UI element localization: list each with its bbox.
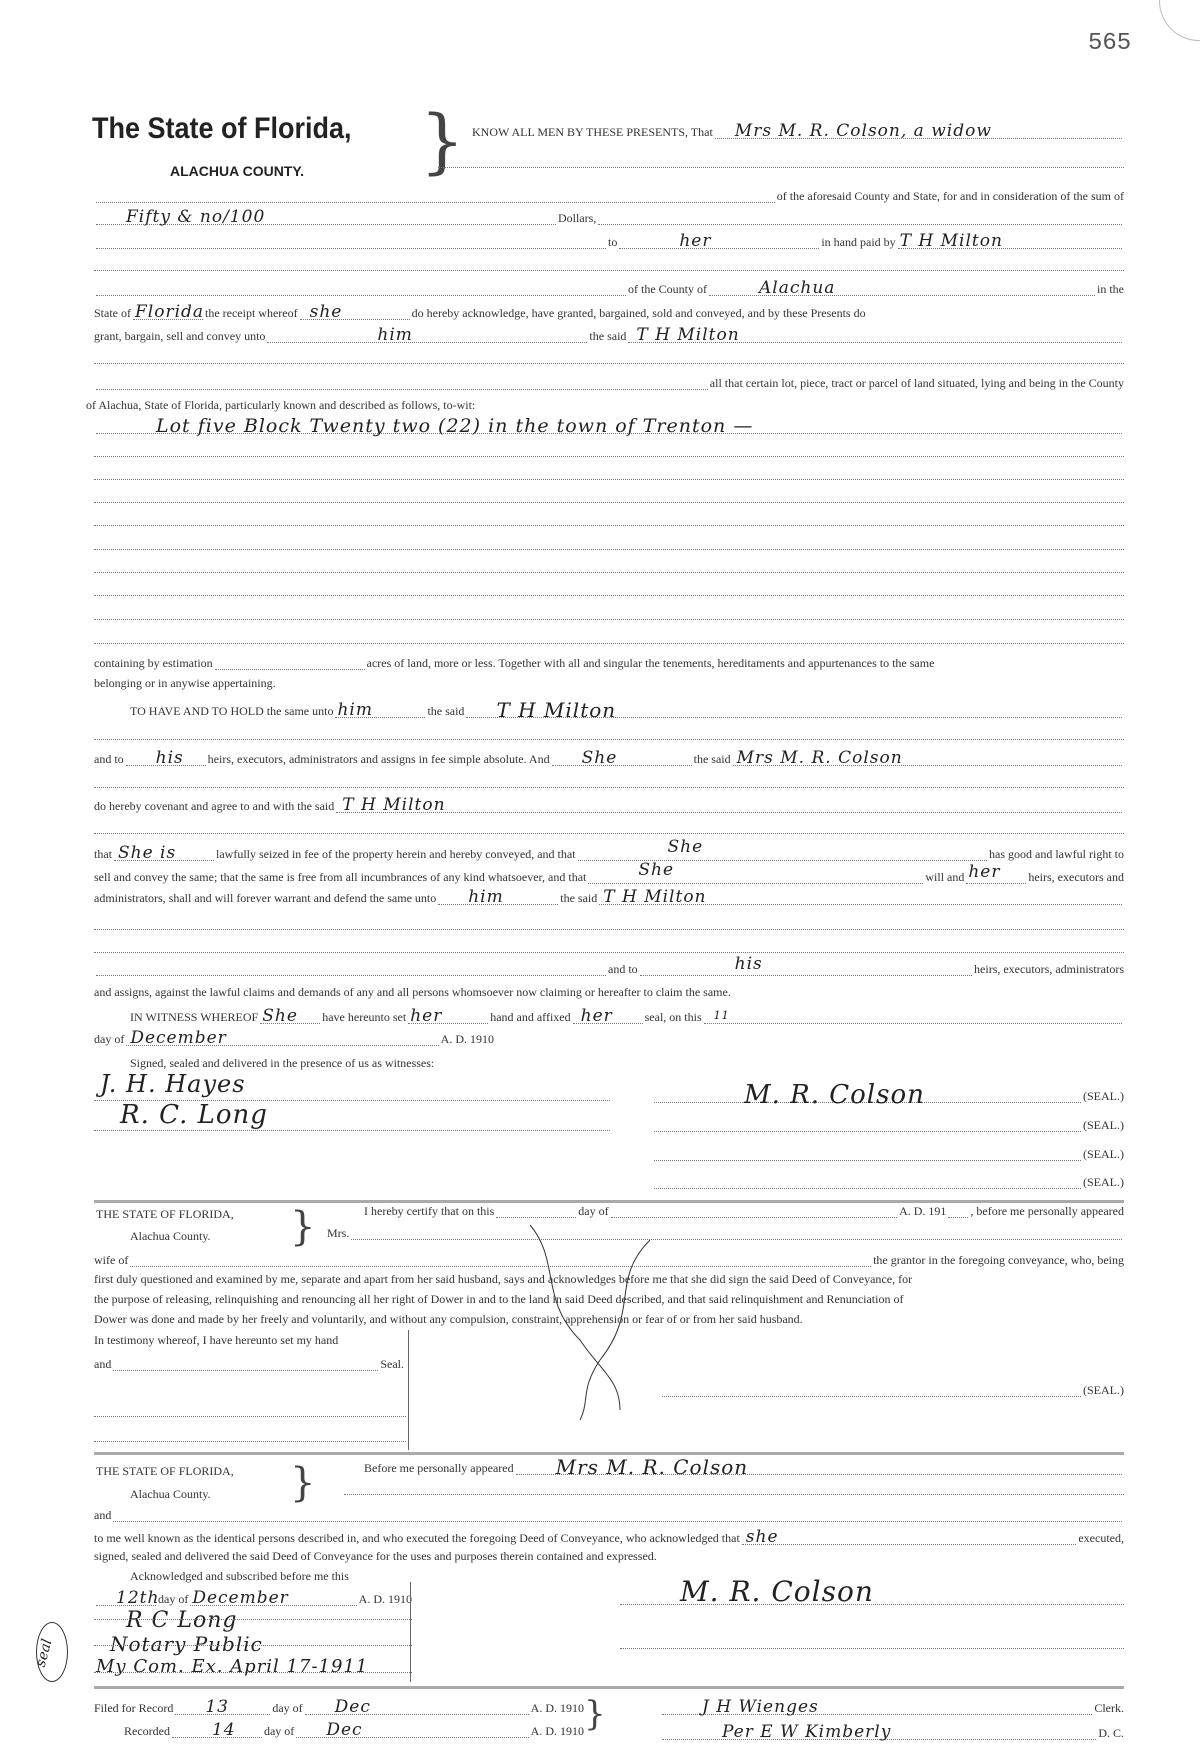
fill-line <box>305 1697 529 1717</box>
deed-row <box>130 698 1124 722</box>
seal-label: (SEAL.) <box>1083 1118 1124 1132</box>
handwriting: she <box>745 1527 779 1547</box>
text: heirs, executors, administrators and assigns in fee simple absolute. And <box>207 752 550 766</box>
fill-line <box>175 1697 270 1717</box>
fill-line <box>94 1130 610 1131</box>
grantor-handwriting: Mrs M. R. Colson, a widow <box>734 121 992 141</box>
handwriting: 12th <box>116 1588 160 1608</box>
handwriting: him <box>337 700 373 720</box>
fill-line <box>114 843 214 863</box>
fill-line <box>94 1416 406 1417</box>
text: day of <box>272 1701 303 1715</box>
text: containing by estimation <box>94 656 213 670</box>
handwriting: T H Milton <box>603 887 707 907</box>
handwriting: Alachua <box>759 278 836 298</box>
fill-line <box>267 325 587 345</box>
know-all-text: KNOW ALL MEN BY THESE PRESENTS, That <box>472 125 713 139</box>
fill-line <box>96 961 606 976</box>
handwriting: his <box>155 748 184 768</box>
seal-label: (SEAL.) <box>1083 1147 1124 1161</box>
seal-label: (SEAL.) <box>1083 1383 1124 1397</box>
text: Dollars, <box>558 211 597 225</box>
fill-line <box>94 1645 412 1646</box>
text: the said <box>693 752 731 766</box>
handwriting: 14 <box>211 1720 236 1740</box>
text: grant, bargain, sell and convey unto <box>94 329 266 343</box>
clerk-signature: J H Wienges <box>702 1697 819 1717</box>
text: the said <box>427 704 465 718</box>
text: Clerk. <box>1094 1701 1124 1715</box>
text: to <box>608 235 618 249</box>
text: first duly questioned and examined by me, separate and apart from her said husband, says and acknowledges before me that she did sign the said Deed of Conveyance, for <box>94 1272 913 1286</box>
handwriting: December <box>192 1588 289 1608</box>
deed-row <box>94 985 1124 999</box>
deed-row <box>94 207 1124 227</box>
brace: } <box>584 1694 606 1734</box>
seal-row <box>652 1174 1124 1189</box>
handwriting: She <box>638 860 675 880</box>
handwriting: 13 <box>205 1697 229 1717</box>
fill-line <box>966 862 1026 884</box>
handwriting: Mrs M. R. Colson <box>736 748 903 768</box>
handwriting: her <box>410 1006 443 1026</box>
deed-row <box>94 676 1124 690</box>
ack-row <box>364 1455 1124 1479</box>
text: the receipt whereof <box>205 306 298 320</box>
fill-line <box>96 207 556 227</box>
seal-row <box>652 1080 1124 1110</box>
text: State of <box>94 306 131 320</box>
dower-row <box>364 1203 1124 1218</box>
notary-signature: R C Long <box>126 1608 238 1633</box>
deed-row <box>94 795 1124 815</box>
text: do hereby covenant and agree to and with the said <box>94 799 335 813</box>
text: administrators, shall and will forever warrant and defend the same unto <box>94 891 437 905</box>
fill-line <box>190 1588 356 1608</box>
deed-row <box>94 231 1124 251</box>
fill-line <box>742 1527 1077 1547</box>
text: of the aforesaid County and State, for and in consideration of the sum of <box>776 189 1124 203</box>
description-row <box>94 415 1124 437</box>
text: A. D. 1910 <box>358 1592 412 1606</box>
ack-row <box>94 1527 1124 1547</box>
fill-line <box>94 952 1124 953</box>
fill-line <box>126 1028 438 1048</box>
text: day of <box>578 1204 609 1218</box>
handwriting: 11 <box>713 1009 730 1022</box>
fill-line <box>336 795 1122 815</box>
fill-line <box>96 281 626 296</box>
text: Acknowledged and subscribed before me this <box>130 1569 349 1583</box>
deed-row <box>94 860 1124 884</box>
handwriting: She <box>667 837 704 857</box>
fill-line <box>94 595 1124 596</box>
text: do hereby acknowledge, have granted, bargained, sold and conveyed, and by these Presents do <box>411 306 866 320</box>
text: and to <box>608 962 638 976</box>
handwriting: Florida <box>135 302 205 322</box>
fill-line <box>611 1203 897 1218</box>
deputy-clerk-signature: Per E W Kimberly <box>722 1722 892 1742</box>
sum-handwriting: Fifty & no/100 <box>126 207 266 227</box>
deed-row <box>94 748 1124 768</box>
text: A. D. 1910 <box>530 1701 584 1715</box>
text: and <box>94 1508 112 1522</box>
handwriting: Mrs M. R. Colson <box>555 1455 749 1479</box>
fill-line <box>599 887 1122 907</box>
brace: } <box>290 1204 316 1250</box>
handwriting: her <box>968 862 1001 882</box>
fill-line <box>94 479 1124 480</box>
handwriting: Dec <box>334 1697 371 1717</box>
commission-expiry: My Com. Ex. April 17-1911 <box>96 1656 369 1677</box>
text: all that certain lot, piece, tract or parcel of land situated, lying and being in the County <box>709 376 1124 390</box>
text: IN WITNESS WHEREOF <box>130 1010 259 1024</box>
fill-line <box>94 549 1124 550</box>
text: day of <box>263 1724 295 1738</box>
cancel-scribble <box>520 1220 760 1420</box>
text: day of <box>158 1592 189 1606</box>
fill-line <box>94 739 1124 740</box>
recorded-row <box>124 1720 584 1740</box>
fill-line <box>516 1455 1122 1479</box>
text: of the County of <box>628 282 707 296</box>
handwriting: She <box>262 1006 298 1026</box>
grantor-field <box>715 121 1122 141</box>
deed-row <box>94 887 1124 907</box>
text: D. C. <box>1098 1726 1124 1740</box>
fill-line <box>704 1009 1122 1024</box>
brace: } <box>290 1460 316 1506</box>
text: the grantor in the foregoing conveyance, who, being <box>873 1253 1124 1267</box>
signed-row <box>130 1056 1160 1070</box>
blank-line <box>94 363 1124 364</box>
fill-line <box>335 700 425 720</box>
fill-line <box>654 1174 1081 1189</box>
fill-line <box>94 1619 412 1620</box>
fill-line <box>296 1720 528 1740</box>
seal-row <box>652 1117 1124 1132</box>
fill-line <box>94 1441 406 1442</box>
text: have hereunto set <box>322 1010 407 1024</box>
date-row <box>94 1028 494 1048</box>
text: I hereby certify that on this <box>364 1204 495 1218</box>
fill-line <box>598 210 1122 225</box>
fill-line <box>640 954 972 976</box>
handwriting: her <box>679 231 712 251</box>
deed-row <box>94 837 1124 863</box>
handwriting: T H Milton <box>636 325 740 345</box>
document-title: The State of Florida, <box>92 112 352 145</box>
ack-date-row <box>94 1588 412 1608</box>
fill-line <box>96 234 606 249</box>
deed-row <box>94 325 1124 345</box>
description-handwriting: Lot five Block Twenty two (22) in the town of Trenton — <box>156 415 754 437</box>
fill-line <box>654 1146 1081 1161</box>
text: A. D. 191 <box>899 1204 947 1218</box>
witness-row <box>130 1006 1124 1026</box>
text: Recorded <box>124 1724 170 1738</box>
fill-line <box>94 502 1124 503</box>
witness-signature: J. H. Hayes <box>100 1070 246 1098</box>
page-corner <box>1159 0 1200 41</box>
fill-line <box>94 619 1124 620</box>
brace: } <box>420 100 465 182</box>
deed-row <box>86 398 1116 412</box>
ack-row <box>94 1507 1124 1522</box>
ack-row <box>94 1549 1124 1563</box>
fill-line <box>94 643 1124 644</box>
deed-row <box>94 655 1124 670</box>
fill-line <box>172 1720 262 1740</box>
deed-row <box>94 278 1124 298</box>
text: heirs, executors and <box>1028 870 1124 884</box>
fill-line <box>662 1722 1096 1742</box>
handwriting: December <box>130 1028 227 1048</box>
text: seal, on this <box>644 1010 702 1024</box>
fill-line <box>654 1117 1081 1132</box>
text: in hand paid by <box>821 235 896 249</box>
fill-line <box>113 1507 1122 1522</box>
text: A. D. 1910 <box>530 1724 584 1738</box>
deed-row <box>94 954 1124 976</box>
text: the said <box>589 329 627 343</box>
dc-row <box>660 1722 1124 1742</box>
bracket-line <box>410 1582 411 1682</box>
text: the purpose of releasing, relinquishing and renouncing all her right of Dower in and to the land in said Deed described, and that said relinquishment and Renunciation of <box>94 1292 904 1306</box>
section-divider <box>94 1686 1124 1689</box>
text: that <box>94 847 112 861</box>
clerk-row <box>660 1697 1124 1717</box>
seal-stamp-text: seal <box>32 1637 56 1669</box>
handwriting: Dec <box>326 1720 363 1740</box>
fill-line <box>300 302 410 322</box>
blank-line <box>438 167 1124 168</box>
dower-row <box>94 1333 404 1347</box>
fill-line <box>215 655 365 670</box>
seal-label: (SEAL.) <box>1083 1089 1124 1103</box>
fill-line <box>94 1672 412 1673</box>
handwriting: T H Milton <box>496 698 617 722</box>
fill-line <box>94 456 1124 457</box>
know-all-line <box>472 121 1124 141</box>
fill-line <box>126 748 206 768</box>
filed-row <box>94 1697 584 1717</box>
fill-line <box>948 1203 968 1218</box>
text: Before me personally appeared <box>364 1461 514 1475</box>
text: will and <box>925 870 965 884</box>
text: signed, sealed and delivered the said Deed of Conveyance for the uses and purposes therein contained and expressed. <box>94 1549 657 1563</box>
bracket-line <box>408 1330 411 1450</box>
text: heirs, executors, administrators <box>974 962 1124 976</box>
fill-line <box>344 1494 1124 1495</box>
fill-line <box>496 1203 576 1218</box>
fill-line <box>94 525 1124 526</box>
text: in the <box>1097 282 1124 296</box>
witness-signature: R. C. Long <box>120 1100 268 1130</box>
fill-line <box>260 1006 320 1026</box>
fill-line <box>628 325 1122 345</box>
handwriting: She is <box>118 843 177 863</box>
fill-line <box>898 231 1122 251</box>
fill-line <box>588 860 923 884</box>
fill-line <box>662 1697 1092 1717</box>
text: to me well known as the identical persons described in, and who executed the foregoing Deed of Conveyance, who acknowledged that <box>94 1531 740 1545</box>
handwriting: she <box>309 302 343 322</box>
ack-row <box>130 1569 410 1583</box>
fill-line <box>552 748 692 768</box>
text: TO HAVE AND TO HOLD the same unto <box>130 704 334 718</box>
text: and <box>94 1357 112 1371</box>
fill-line <box>94 572 1124 573</box>
fill-line <box>408 1006 488 1026</box>
handwriting: T H Milton <box>342 795 446 815</box>
page-number: 565 <box>1088 30 1132 57</box>
dower-state: THE STATE OF FLORIDA, <box>96 1207 234 1221</box>
fill-line <box>133 302 205 322</box>
fill-line <box>619 231 819 251</box>
text: Mrs. <box>327 1226 350 1240</box>
handwriting: his <box>734 954 763 974</box>
text: lawfully seized in fee of the property herein and hereby conveyed, and that <box>216 847 576 861</box>
text: the said <box>560 891 598 905</box>
fill-line <box>466 698 1122 722</box>
deed-row <box>94 302 1124 322</box>
text: In testimony whereof, I have hereunto set my hand <box>94 1333 339 1347</box>
grantor-signature: M. R. Colson <box>744 1080 925 1110</box>
seal-row <box>652 1146 1124 1161</box>
text: executed, <box>1078 1531 1124 1545</box>
seal-label: (SEAL.) <box>1083 1175 1124 1189</box>
fill-line <box>654 1080 1081 1110</box>
text: of Alachua, State of Florida, particularly known and described as follows, to-wit: <box>86 398 476 412</box>
fill-line <box>96 188 775 203</box>
fill-line <box>96 415 1122 437</box>
fill-line <box>96 375 708 390</box>
fill-line <box>96 1588 160 1608</box>
fill-line <box>113 1356 378 1371</box>
handwriting: her <box>580 1006 613 1026</box>
dower-county: Alachua County. <box>130 1229 211 1243</box>
ack-county: Alachua County. <box>130 1487 211 1501</box>
fill-line <box>620 1648 1124 1649</box>
text: day of <box>94 1032 125 1046</box>
text: belonging or in anywise appertaining. <box>94 676 276 690</box>
deed-row <box>94 188 1124 203</box>
handwriting: T H Milton <box>899 231 1003 251</box>
text: Seal. <box>380 1357 404 1371</box>
blank-line <box>94 270 1124 271</box>
text: and assigns, against the lawful claims and demands of any and all persons whomsoever now claiming or hereafter to claim the same. <box>94 985 731 999</box>
fill-line <box>709 278 1095 298</box>
text: , before me personally appeared <box>970 1204 1124 1218</box>
county-heading: ALACHUA COUNTY. <box>170 163 305 179</box>
deed-row <box>94 375 1124 390</box>
text: Filed for Record <box>94 1701 174 1715</box>
notary-title: Notary Public <box>110 1632 263 1656</box>
text: acres of land, more or less. Together with all and singular the tenements, hereditaments and appurtenances to the same <box>366 656 935 670</box>
text: hand and affixed <box>490 1010 571 1024</box>
text: Signed, sealed and delivered in the presence of us as witnesses: <box>130 1056 435 1070</box>
text: has good and lawful right to <box>989 847 1124 861</box>
text: sell and convey the same; that the same is free from all incumbrances of any kind whatsoever, and that <box>94 870 587 884</box>
grantor-signature: M. R. Colson <box>680 1575 874 1608</box>
text: Dower was done and made by her freely and voluntarily, and without any compulsion, constraint, apprehension or fear of or from her said husband. <box>94 1312 803 1326</box>
dower-row <box>94 1356 404 1371</box>
fill-line <box>94 929 1124 930</box>
handwriting: him <box>468 887 504 907</box>
text: A. D. 1910 <box>440 1032 494 1046</box>
fill-line <box>94 833 1124 834</box>
handwriting: him <box>377 325 413 345</box>
ack-state: THE STATE OF FLORIDA, <box>96 1464 234 1478</box>
text: wife of <box>94 1253 129 1267</box>
fill-line <box>733 748 1122 768</box>
fill-line <box>573 1006 643 1026</box>
fill-line <box>438 887 558 907</box>
fill-line <box>578 837 987 861</box>
fill-line <box>94 787 1124 788</box>
text: and to <box>94 752 124 766</box>
handwriting: She <box>581 748 618 768</box>
